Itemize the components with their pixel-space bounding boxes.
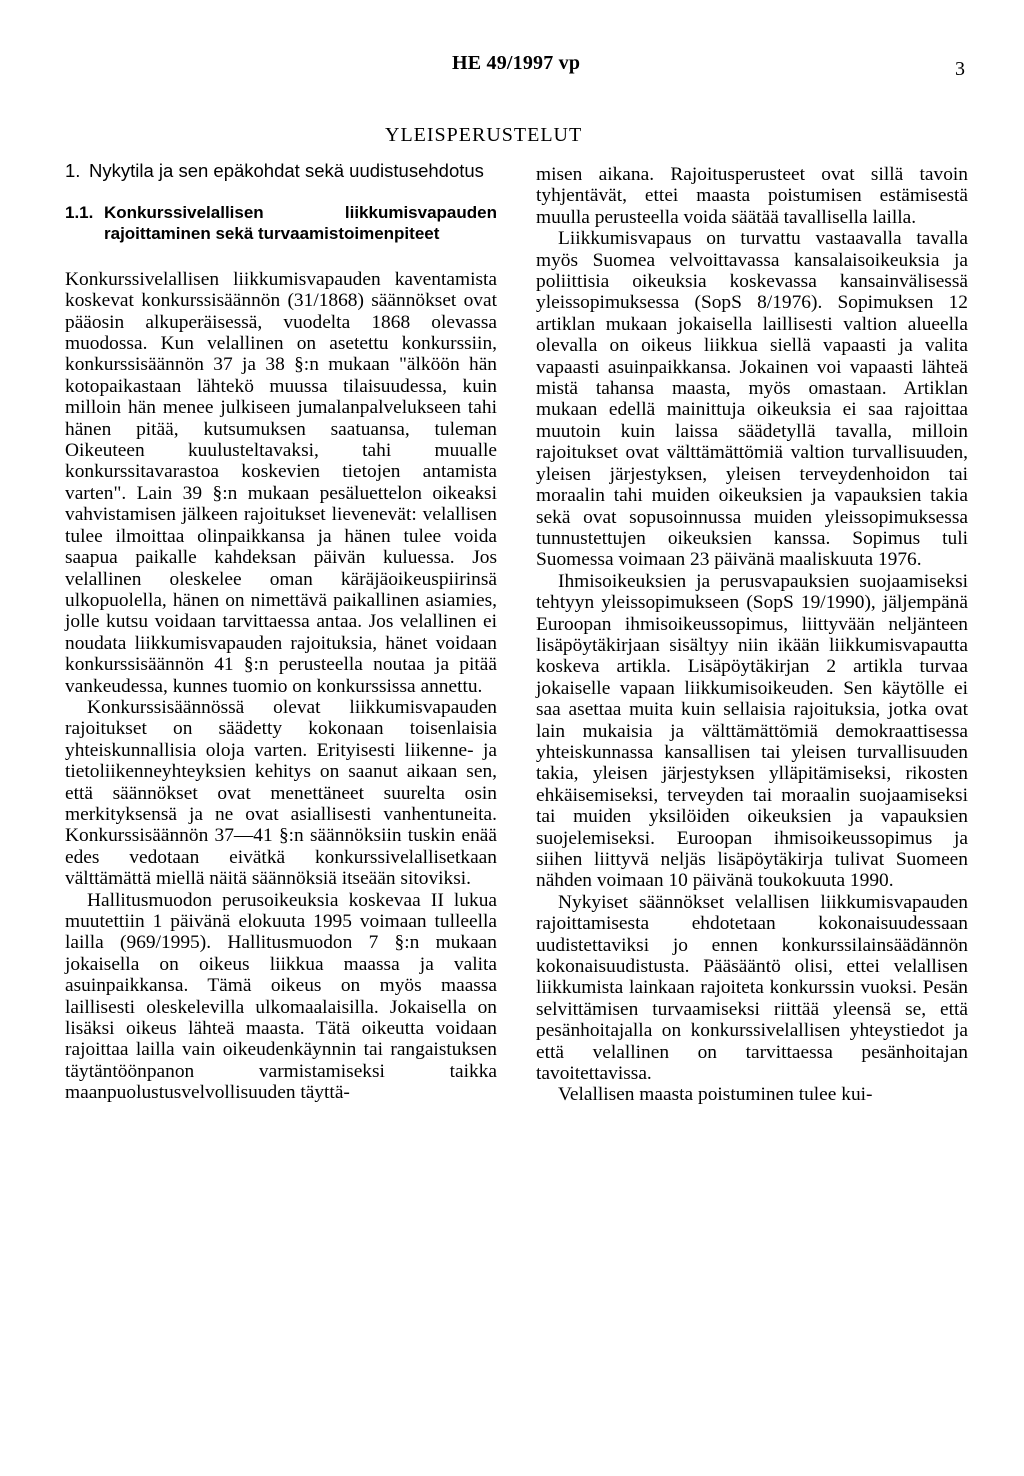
section-title: YLEISPERUSTELUT (385, 124, 583, 146)
paragraph: Ihmisoikeuksien ja perusvapauksien suojaamiseksi tehtyyn yleissopimukseen (SopS 19/1990), jäljempänä Euroopan ihmisoikeussopimus, liittyvään neljänteen lisäpöytäkirjaan sisältyy niin ikään liikkumisvapautta koskeva artikla. Lisäpöytäkirjan 2 artikla turvaa jokaiselle vapaan liikkumisoikeuden. Sen käytölle ei saa asettaa muita kuin sellaisia rajoituksia, jotka ovat lain mukaisia ja välttämättömiä demokraattisessa yhteiskunnassa kansallisen tai yleisen turvallisuuden takia, yleisen järjestyksen ylläpitämiseksi, rikosten ehkäisemiseksi, terveyden tai moraalin suojaamiseksi tai muiden yksilöiden oikeuksien ja vapauksien suojelemiseksi. Euroopan ihmisoikeussopimus ja siihen liittyvä neljäs lisäpöytäkirja tulivat Suomeen nähden voimaan 10 päivänä toukokuuta 1990. (536, 570, 968, 892)
page-number: 3 (955, 58, 965, 80)
left-column (65, 160, 497, 1104)
paragraph: Konkurssisäännössä olevat liikkumisvapauden rajoitukset on säädetty kokonaan toisenlaisia yhteiskunnallisia oloja varten. Erityisesti liikenne- ja tietoliikenneyhteyksien kehitys on saanut aikaan sen, että säännökset ovat menettäneet suurelta osin merkityksensä ja ne ovat asiallisesti vanhentuneita. Konkurssisäännön 37—41 §:n säännöksiin tuskin enää edes vedotaan eivätkä konkurssivelallisetkaan välttämättä miellä näitä säännöksiä itseään sitoviksi. (65, 696, 497, 890)
paragraph: misen aikana. Rajoitusperusteet ovat sillä tavoin tyhjentävät, ettei maasta poistumisen estämisestä muulla perusteella voida säätää tavallisella lailla. (536, 164, 968, 228)
right-column (536, 164, 968, 1106)
heading-1-1 (65, 202, 497, 245)
heading-1-text: Nykytila ja sen epäkohdat sekä uudistusehdotus (89, 160, 484, 181)
paragraph: Nykyiset säännökset velallisen liikkumisvapauden rajoittamisesta ehdotetaan kokonaisuudessaan uudistettaviksi jo ennen konkurssilainsäädännön kokonaisuudistusta. Pääsääntö olisi, ettei velallisen liikkumista lainkaan rajoiteta konkurssin vuoksi. Pesän selvittämisen turvaamiseksi riittää yleensä se, että pesänhoitajalla on konkurssivelallisen yhteystiedot ja että velallinen on tarvittaessa pesänhoitajan tavoitettavissa. (536, 891, 968, 1085)
paragraph: Velallisen maasta poistuminen tulee kui- (558, 1084, 873, 1106)
paragraph: Hallitusmuodon perusoikeuksia koskevaa II lukua muutettiin 1 päivänä elokuuta 1995 voimaan tulleella lailla (969/1995). Hallitusmuodon 7 §:n mukaan jokaisella on oikeus liikkua maassa ja valita asuinpaikkansa. Tämä oikeus on myös maassa laillisesti oleskelevilla ulkomaalaisilla. Jokaisella on lisäksi oikeus lähteä maasta. Tätä oikeutta voidaan rajoittaa lailla vain oikeudenkäynnin tai rangaistuksen täytäntöönpanon varmistamiseksi taikka maanpuolustusvelvollisuuden täyttä- (65, 889, 497, 1104)
heading-1-1-text: Konkurssivelallisen liikkumisvapauden rajoittaminen sekä turvaamistoimenpiteet (104, 203, 497, 244)
heading-1 (65, 160, 497, 181)
heading-1-1-number: 1.1. (65, 203, 94, 222)
heading-1-number: 1. (65, 160, 81, 181)
paragraph: Konkurssivelallisen liikkumisvapauden kaventamista koskevat konkurssisäännön (31/1868) säännökset ovat pääosin alkuperäisessä, vuodelta 1868 olevassa muodossa. Kun velallinen on asetettu konkurssiin, konkurssisäännön 37 ja 38 §:n mukaan "älköön hän kotopaikastaan lähtekö muussa tilaisuudessa, kuin milloin hän menee julkiseen jumalanpalvelukseen tahi hänen pitää, kutsumuksen saatuansa, tuleman Oikeuteen kuulusteltavaksi, tahi muualle konkurssitavarastoa koskevien tietojen antamista varten". Lain 39 §:n mukaan pesäluettelon oikeaksi vahvistamisen jälkeen rajoitukset lievenevät: velallisen tulee ilmoittaa olinpaikkansa ja hänen tulee voida saapua paikalle kahdeksan päivän kuluessa. Jos velallinen oleskelee oman käräjäoikeuspiirinsä ulkopuolella, hänen on nimettävä paikallinen asiamies, jolle kutsu voidaan tarvittaessa antaa. Jos velallinen ei noudata liikkumisvapauden rajoituksia, hänet voidaan konkurssisäännön 41 §:n perusteella noutaa ja pitää vankeudessa, kunnes tuomio on konkurssissa annettu. (65, 268, 497, 697)
paragraph: Liikkumisvapaus on turvattu vastaavalla tavalla myös Suomea velvoittavassa kansalaisoikeuksia ja poliittisia oikeuksia koskevassa kansainvälisessä yleissopimuksessa (SopS 8/1976). Sopimuksen 12 artiklan mukaan jokaisella laillisesti valtion alueella olevalla on oikeus liikkua siellä vapaasti ja valita vapaasti asuinpaikkansa. Jokainen voi vapaasti lähteä mistä tahansa maasta, myös omastaan. Artiklan mukaan edellä mainittuja oikeuksia ei saa rajoittaa muutoin kuin laissa säädetyllä tavalla, milloin rajoitukset ovat välttämättömiä valtion turvallisuuden, yleisen järjestyksen, yleisen terveydenhoidon tai moraalin tahi muiden oikeuksien ja vapauksien takia sekä ovat sopusoinnussa muiden yleissopimuksessa tunnustettujen oikeuksien kanssa. Sopimus tuli Suomessa voimaan 23 päivänä maaliskuuta 1976. (536, 228, 968, 571)
running-head: HE 49/1997 vp (452, 52, 581, 74)
